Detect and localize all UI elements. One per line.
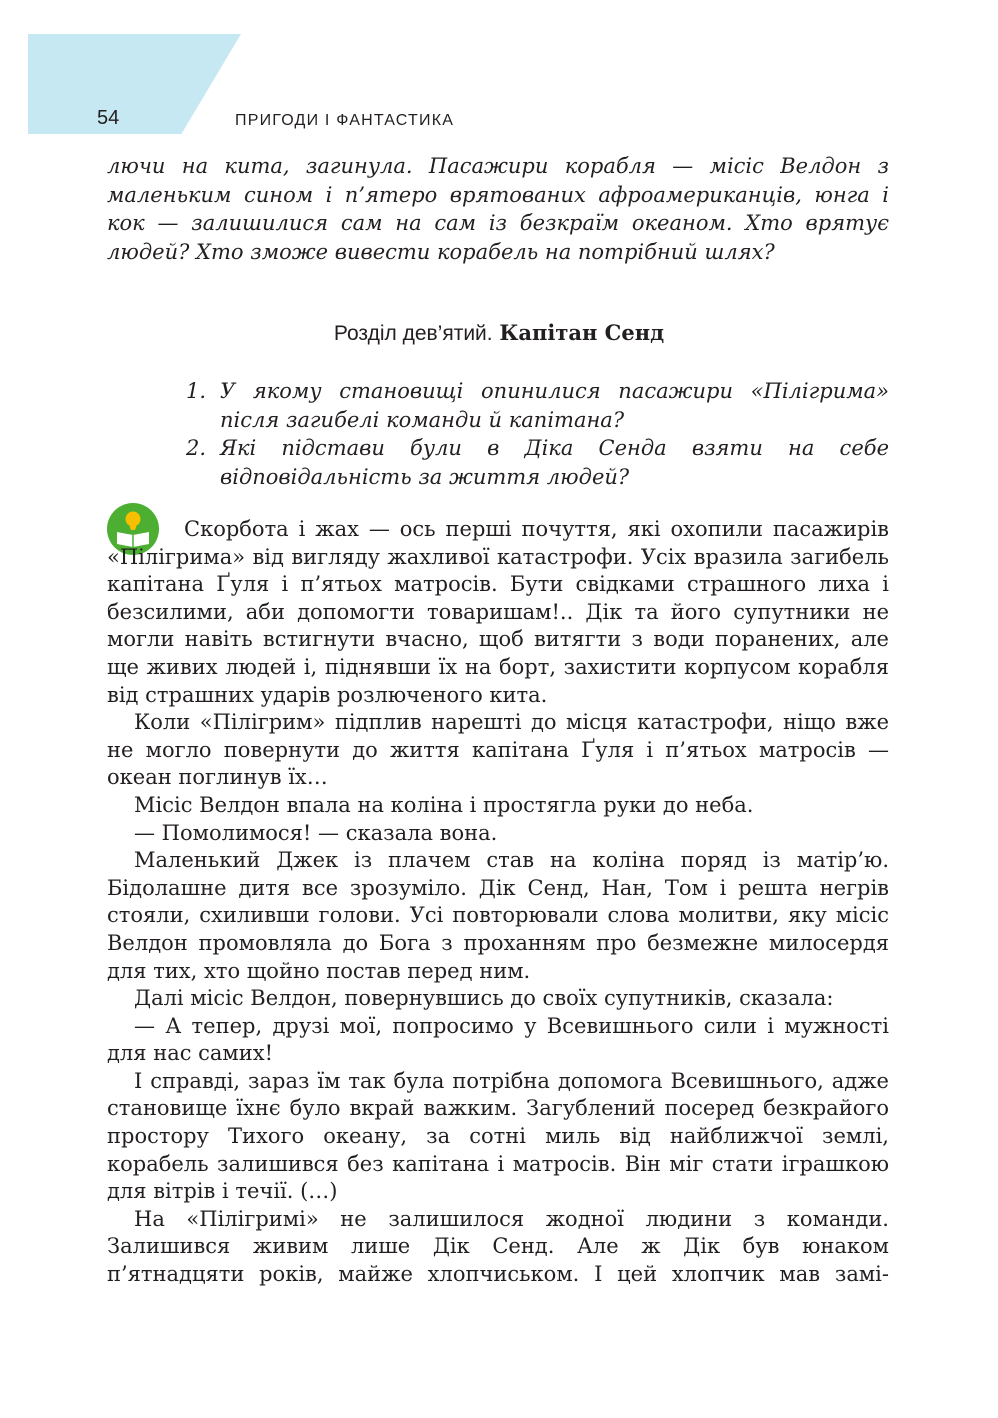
- paragraph: — А тепер, друзі мої, попросимо у Всевишнього сили і мужності для нас самих!: [107, 1013, 889, 1066]
- paragraph: Маленький Джек із плачем став на коліна поряд із матір’ю. Бідолашне дитя все зрозуміло. Дік Сенд, Нан, Том і решта негрів стояли, схиливши голови. Усі повторювали слова молитви, яку місіс Велдон промовляла до Бога з проханням про безмежне милосердя для тих, хто щойно постав перед ним.: [107, 848, 889, 983]
- question-number: 2.: [186, 436, 207, 460]
- running-head: ПРИГОДИ І ФАНТАСТИКА: [235, 112, 455, 129]
- intro-paragraph: лючи на кита, загинула. Пасажири корабля — місіс Велдон з маленьким сином і п’ятеро врятованих афроамериканців, юнга і кок — залишилися сам на сам із безкраїм океаном. Хто врятує людей? Хто зможе вивести корабель на потрібний шлях?: [107, 154, 889, 264]
- question-item: [186, 434, 889, 491]
- paragraph: Місіс Велдон впала на коліна і простягла руки до неба.: [134, 792, 754, 817]
- paragraph: Скорбота і жах — ось перші почуття, які охопили пасажирів «Пілігрима» від вигляду жахливої катастрофи. Усіх вразила загибель капітана Ґуля і п’ятьох матросів. Бути свідками страшного лиха і безсилими, аби допомогти товаришам!.. Дік та його супутники не могли навіть встигнути вчасно, щоб витягти з води поранених, але ще живих людей і, піднявши їх на борт, захистити корпусом корабля від страшних ударів розлюченого кита.: [107, 517, 889, 707]
- chapter-label: Розділ дев’ятий.: [333, 322, 493, 345]
- body-text: [107, 516, 889, 1289]
- paragraph: Далі місіс Велдон, повернувшись до своїх супутників, сказала:: [134, 986, 834, 1011]
- header-tab: [28, 34, 241, 134]
- question-item: [186, 377, 889, 434]
- paragraph: Коли «Пілігрим» підплив нарешті до місця катастрофи, ніщо вже не могло повернути до життя капітана Ґуля і п’ятьох матросів — океан поглинув їх…: [107, 710, 889, 790]
- paragraph: На «Пілігримі» не залишилося жодної людини з команди. Залишився живим лише Дік Сенд. Але ж Дік був юнаком п’ятнадцяти років, майже хлопчиськом. І цей хлопчик мав замі-: [107, 1206, 889, 1287]
- question-text: У якому становищі опинилися пасажири «Пілігрима» після загибелі команди й капітана?: [220, 379, 889, 432]
- chapter-name: Капітан Сенд: [499, 320, 665, 345]
- paragraph: І справді, зараз їм так була потрібна допомога Всевишнього, адже становище їхнє було вкрай важким. Загублений посеред безкрайого простору Тихого океану, за сотні миль від найближчої землі, корабель залишився без капітана і матросів. Він міг стати іграшкою для вітрів і течії. (…): [107, 1068, 889, 1204]
- paragraph: — Помолимося! — сказала вона.: [134, 820, 498, 845]
- question-number: 1.: [186, 379, 207, 403]
- question-list: [186, 377, 889, 491]
- question-text: Які підстави були в Діка Сенда взяти на себе відповідальність за життя людей?: [220, 436, 889, 489]
- page-number: 54: [97, 107, 120, 129]
- chapter-title: [0, 320, 998, 346]
